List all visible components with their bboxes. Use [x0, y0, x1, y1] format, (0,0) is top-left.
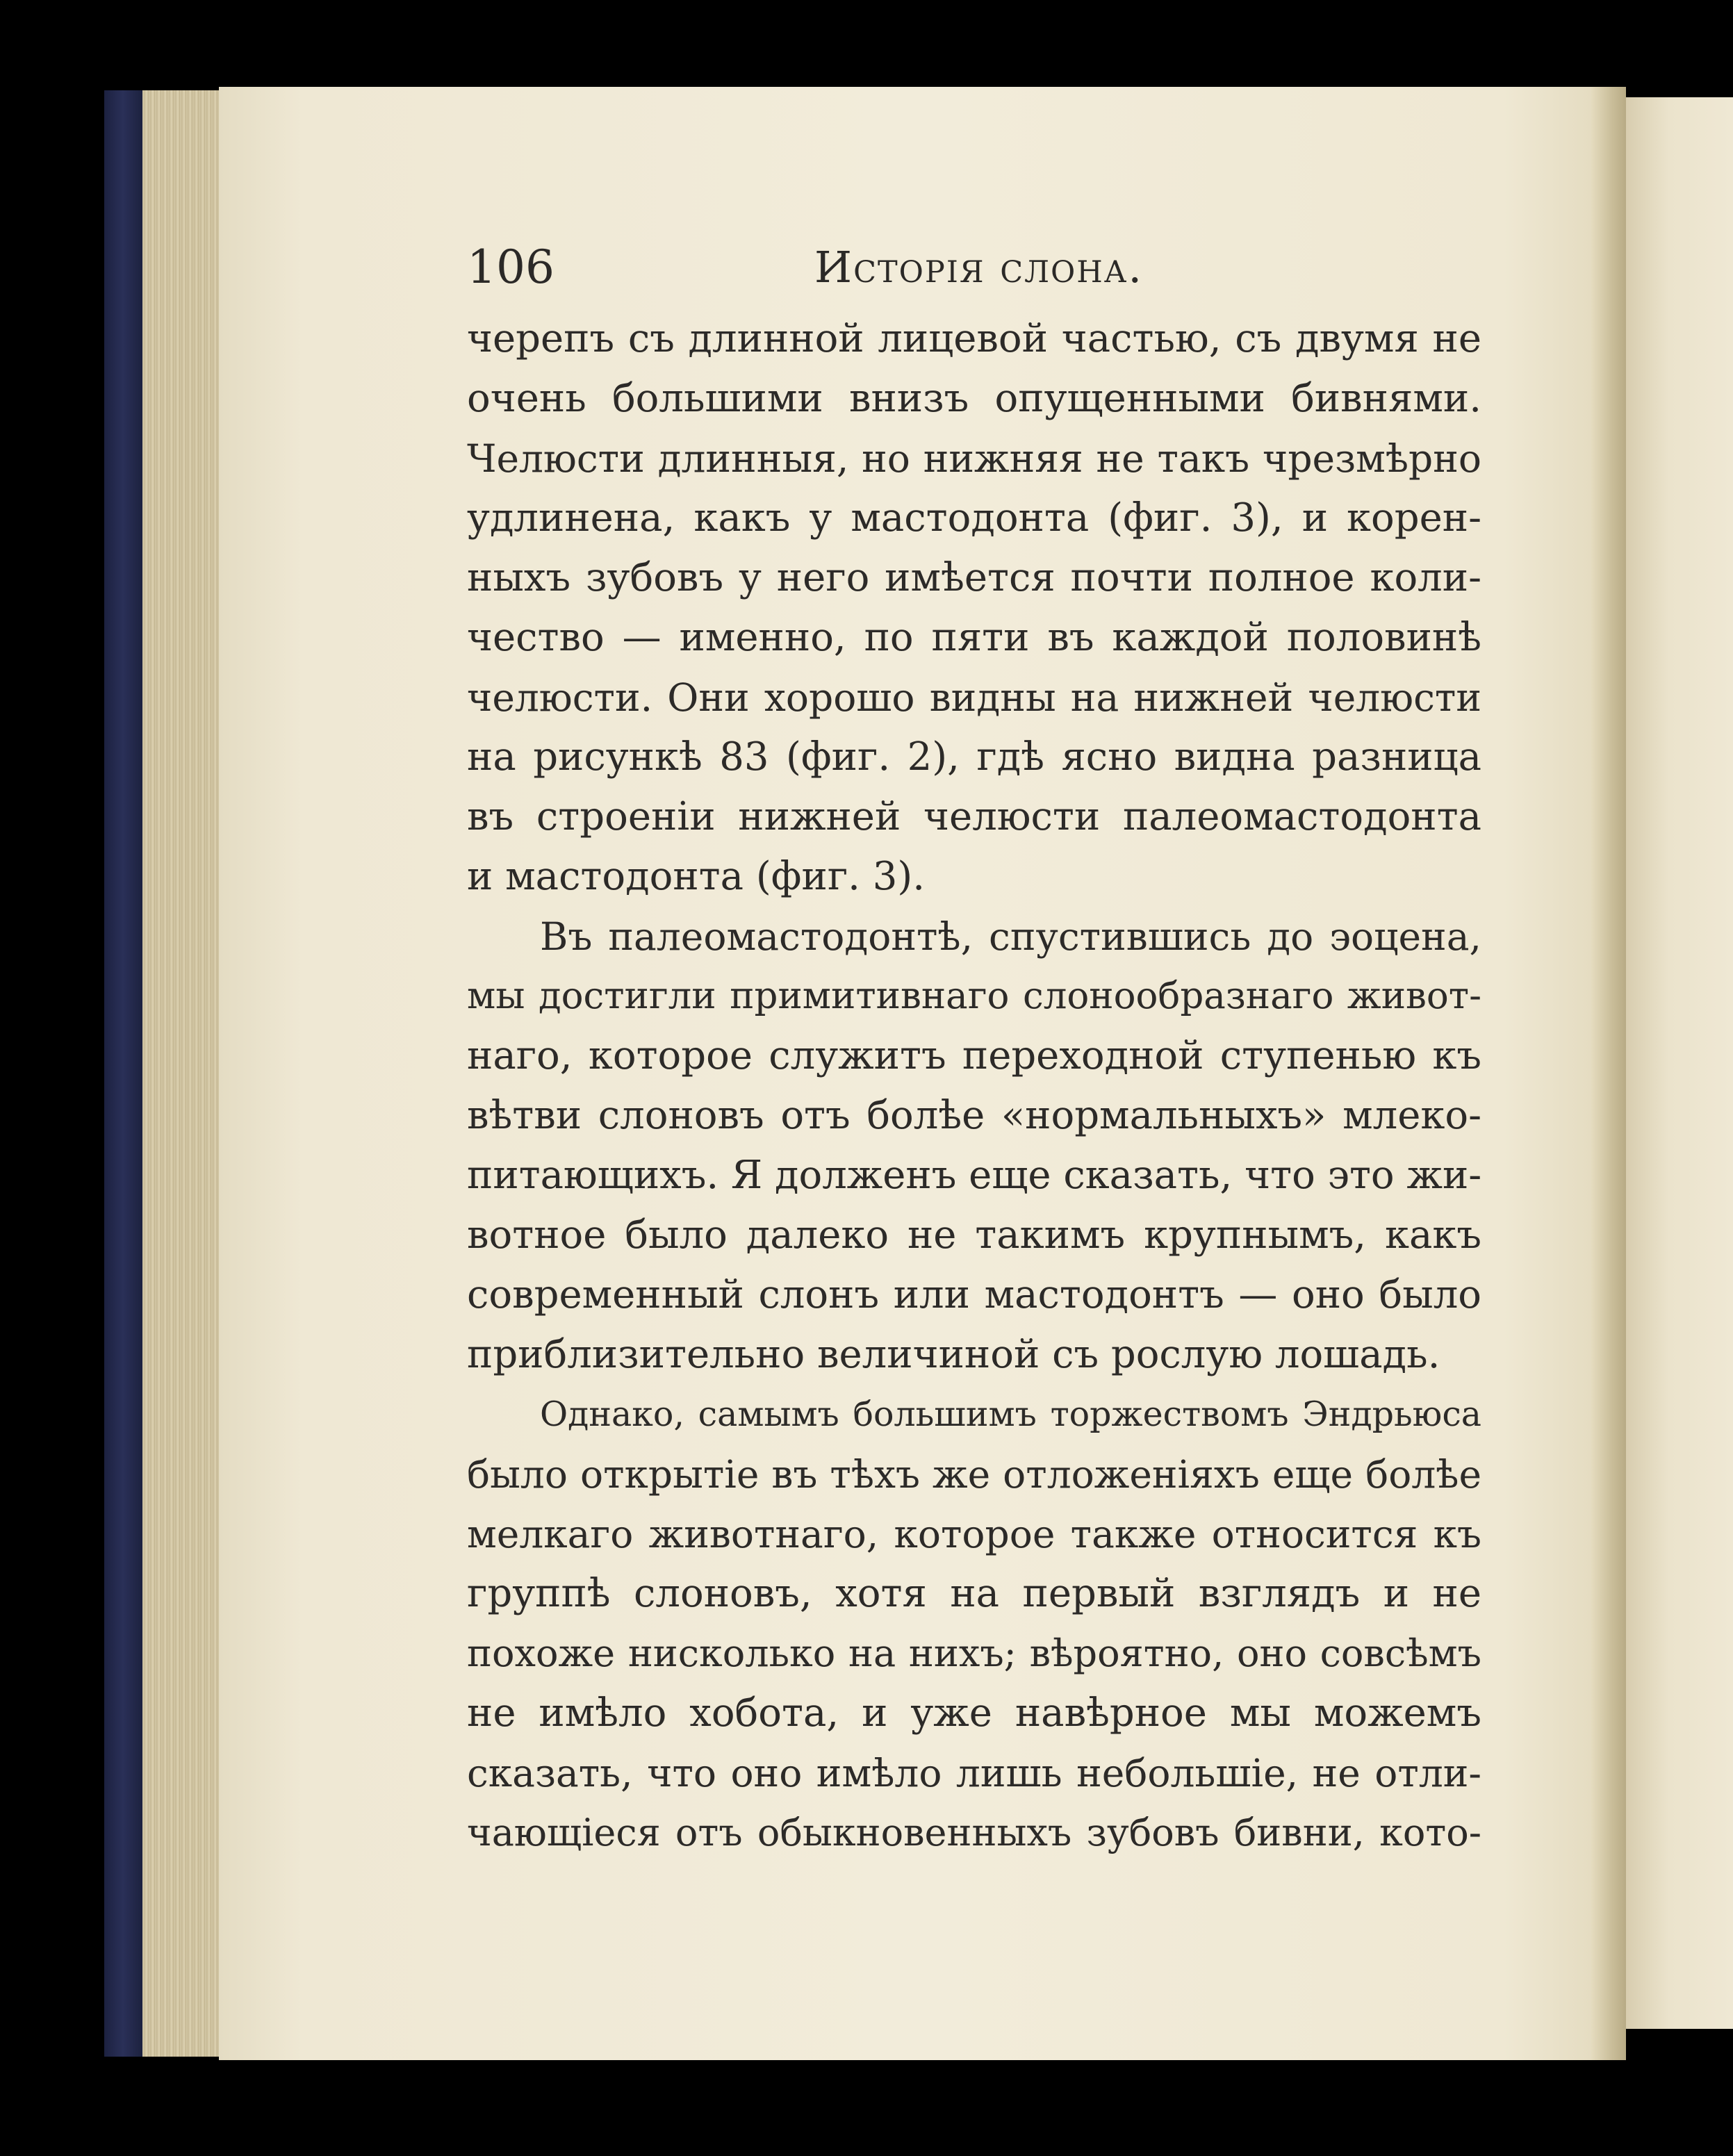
book-cover-edge — [104, 90, 146, 2057]
text-line: на рисункѣ 83 (фиг. 2), гдѣ ясно видна разница — [467, 734, 1481, 780]
text-line: чающіеся отъ обыкновенныхъ зубовъ бивни, кото- — [467, 1811, 1481, 1854]
text-line: чество — именно, по пяти въ каждой половинѣ — [467, 615, 1481, 660]
text-line: черепъ съ длинной лицевой частью, съ двумя не — [467, 316, 1481, 361]
text-line: челюсти. Они хорошо видны на нижней челюсти — [467, 675, 1481, 720]
text-line: Однако, самымъ большимъ торжествомъ Эндрьюса — [540, 1394, 1481, 1434]
page-gutter — [1591, 87, 1626, 2060]
text-line: мы достигли примитивнаго слонообразнаго живот- — [467, 975, 1481, 1017]
text-line: Челюсти длинныя, но нижняя не такъ чрезмѣрно — [467, 436, 1481, 481]
text-line: Въ палеомастодонтѣ, спустившись до эоцена, — [540, 914, 1481, 959]
text-line: и мастодонта (фиг. 3). — [467, 854, 926, 899]
text-line: удлинена, какъ у мастодонта (фиг. 3), и корен- — [467, 495, 1481, 541]
text-line: было открытіе въ тѣхъ же отложеніяхъ еще болѣе — [467, 1452, 1481, 1497]
text-line: наго, которое служитъ переходной ступенью къ — [467, 1033, 1481, 1078]
page-header — [467, 229, 1481, 306]
text-line: въ строеніи нижней челюсти палеомастодонта — [467, 794, 1481, 839]
text-line: вѣтви слоновъ отъ болѣе «нормальныхъ» млеко- — [467, 1093, 1481, 1138]
text-line: питающихъ. Я долженъ еще сказать, что это жи- — [467, 1153, 1481, 1198]
text-line: вотное было далеко не такимъ крупнымъ, какъ — [467, 1212, 1481, 1258]
body-text — [467, 309, 1481, 1863]
text-line: сказать, что оно имѣло лишь небольшіе, не отли- — [467, 1751, 1481, 1795]
text-line: очень большими внизъ опущенными бивнями. — [467, 376, 1481, 421]
text-line: приблизительно величиной съ рослую лошадь. — [467, 1332, 1440, 1377]
running-title: Исторія слона. — [814, 242, 1144, 293]
text-line: мелкаго животнаго, которое также относится къ — [467, 1512, 1481, 1556]
text-line: группѣ слоновъ, хотя на первый взглядъ и не — [467, 1571, 1481, 1616]
text-line: ныхъ зубовъ у него имѣется почти полное коли- — [467, 555, 1481, 600]
text-line: похоже нисколько на нихъ; вѣроятно, оно совсѣмъ — [467, 1631, 1481, 1675]
facing-page-edge — [1626, 97, 1733, 2029]
text-line: современный слонъ или мастодонтъ — оно было — [467, 1272, 1481, 1317]
page-edges — [142, 90, 222, 2057]
page-number: 106 — [467, 240, 555, 294]
text-line: не имѣло хобота, и уже навѣрное мы можемъ — [467, 1690, 1481, 1736]
